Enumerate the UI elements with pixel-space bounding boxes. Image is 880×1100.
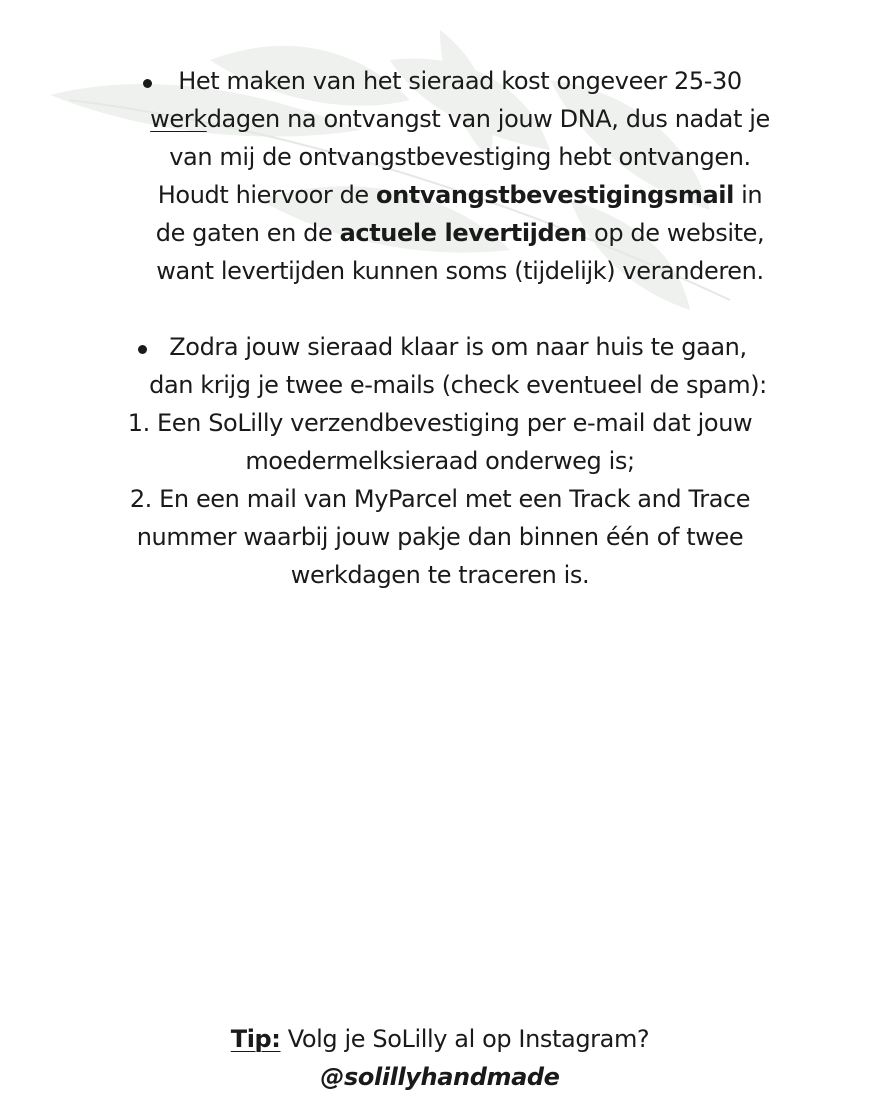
instagram-handle: @solillyhandmade [320,1063,560,1091]
bullet-shipping-text: Zodra jouw sieraad klaar is om naar huis te gaan, dan krijg je twee e-mails (check eventueel de spam): [149,333,767,399]
list-item: 2. En een mail van MyParcel met een Track and Trace nummer waarbij jouw pakje dan binnen één of twee werkdagen te traceren is. [129,485,751,589]
text-segment: dagen na ontvangst van jouw DNA, dus nadat je van mij de ontvangstbevestiging hebt ontvangen. Houdt hiervoor de [157,105,770,209]
text-segment: op de website, want levertijden kunnen soms (tijdelijk) veranderen. [156,219,765,285]
text-segment: in de gaten en de [155,181,763,247]
delivery-info [110,62,770,594]
list-item: 1. Een SoLilly verzendbevestiging per e-mail dat jouw moedermelksieraad onderweg is; [127,409,753,475]
tip-label: Tip: [230,1025,281,1053]
bullet-dot-icon [138,345,147,354]
bullet-production-text [110,62,770,290]
underlined-word: werk [150,105,207,133]
bold-delivery-times: actuele levertijden [339,219,587,247]
bullet-shipping [110,328,770,404]
bullet-production-time [110,62,770,290]
bold-confirmation-mail: ontvangstbevestigingsmail [376,181,734,209]
bullet-dot-icon [143,79,152,88]
instagram-tip [0,1020,880,1096]
text-segment: Het maken van het sieraad kost ongeveer 25-30 [178,67,742,95]
tip-text: Volg je SoLilly al op Instagram? [280,1025,650,1053]
